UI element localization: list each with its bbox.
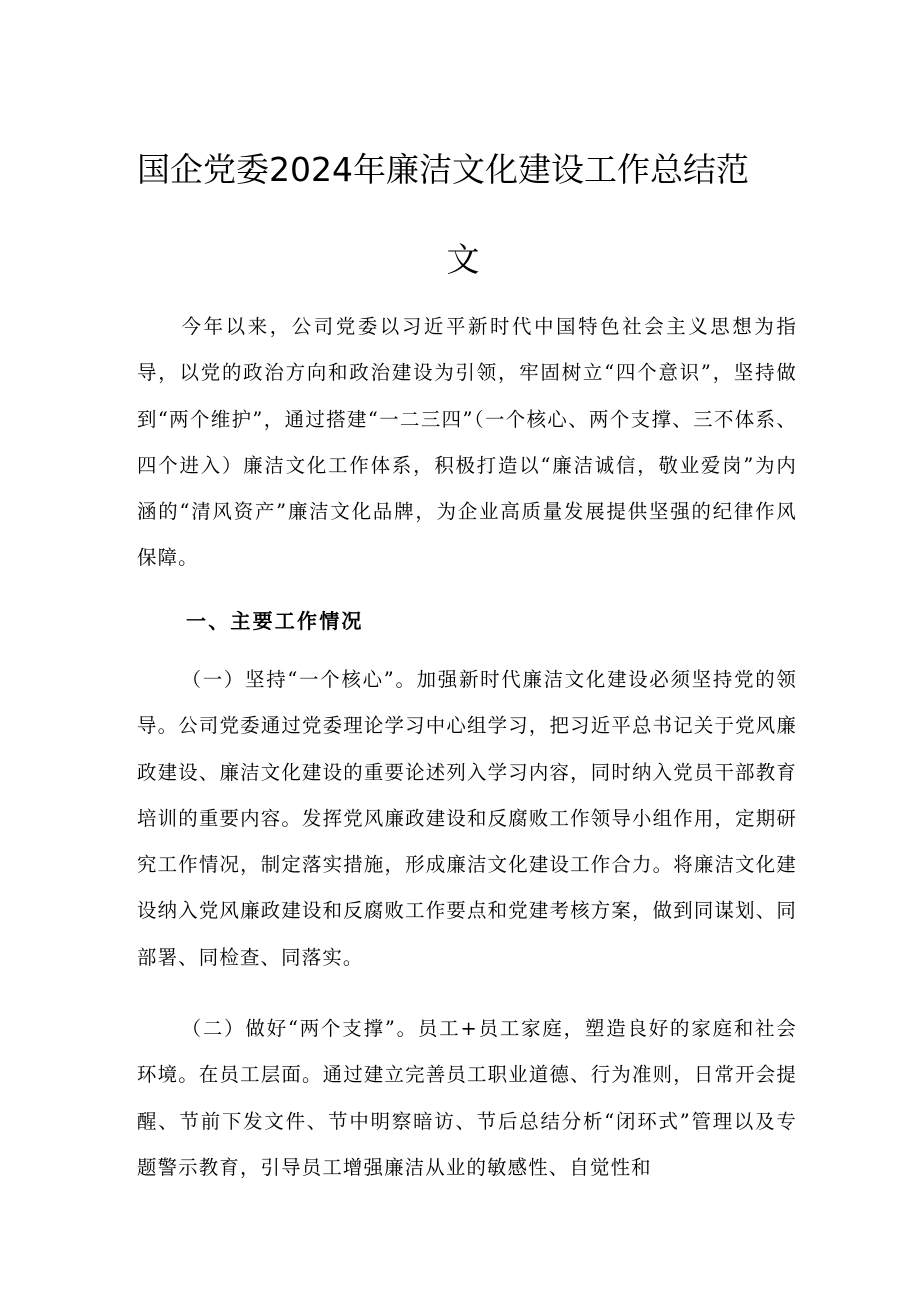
document-title-line-2: 文	[446, 240, 480, 279]
section-heading-main-work: 一、主要工作情况	[186, 609, 364, 633]
intro-paragraph: 今年以来，公司党委以习近平新时代中国特色社会主义思想为指导，以党的政治方向和政治建设为引领，牢固树立“四个意识”，坚持做到“两个维护”，通过搭建“一二三四”（一个核心、两个支撑、三不体系、四个进入）廉洁文化工作体系，积极打造以“廉洁诚信，敬业爱岗”为内涵的“清风资产”廉洁文化品牌，为企业高质量发展提供坚强的纪律作风保障。	[137, 315, 797, 570]
subsection-paragraph-2: （二）做好“两个支撑”。员工+员工家庭，塑造良好的家庭和社会环境。在员工层面。通过建立完善员工职业道德、行为准则，日常开会提醒、节前下发文件、节中明察暗访、节后总结分析“闭环式”管理以及专题警示教育，引导员工增强廉洁从业的敏感性、自觉性和	[137, 1017, 797, 1179]
document-title-line-1: 国企党委2024年廉洁文化建设工作总结范	[137, 150, 749, 189]
subsection-paragraph-1: （一）坚持“一个核心”。加强新时代廉洁文化建设必须坚持党的领导。公司党委通过党委理论学习中心组学习，把习近平总书记关于党风廉政建设、廉洁文化建设的重要论述列入学习内容，同时纳入党员干部教育培训的重要内容。发挥党风廉政建设和反腐败工作领导小组作用，定期研究工作情况，制定落实措施，形成廉洁文化建设工作合力。将廉洁文化建设纳入党风廉政建设和反腐败工作要点和党建考核方案，做到同谋划、同部署、同检查、同落实。	[137, 668, 797, 969]
